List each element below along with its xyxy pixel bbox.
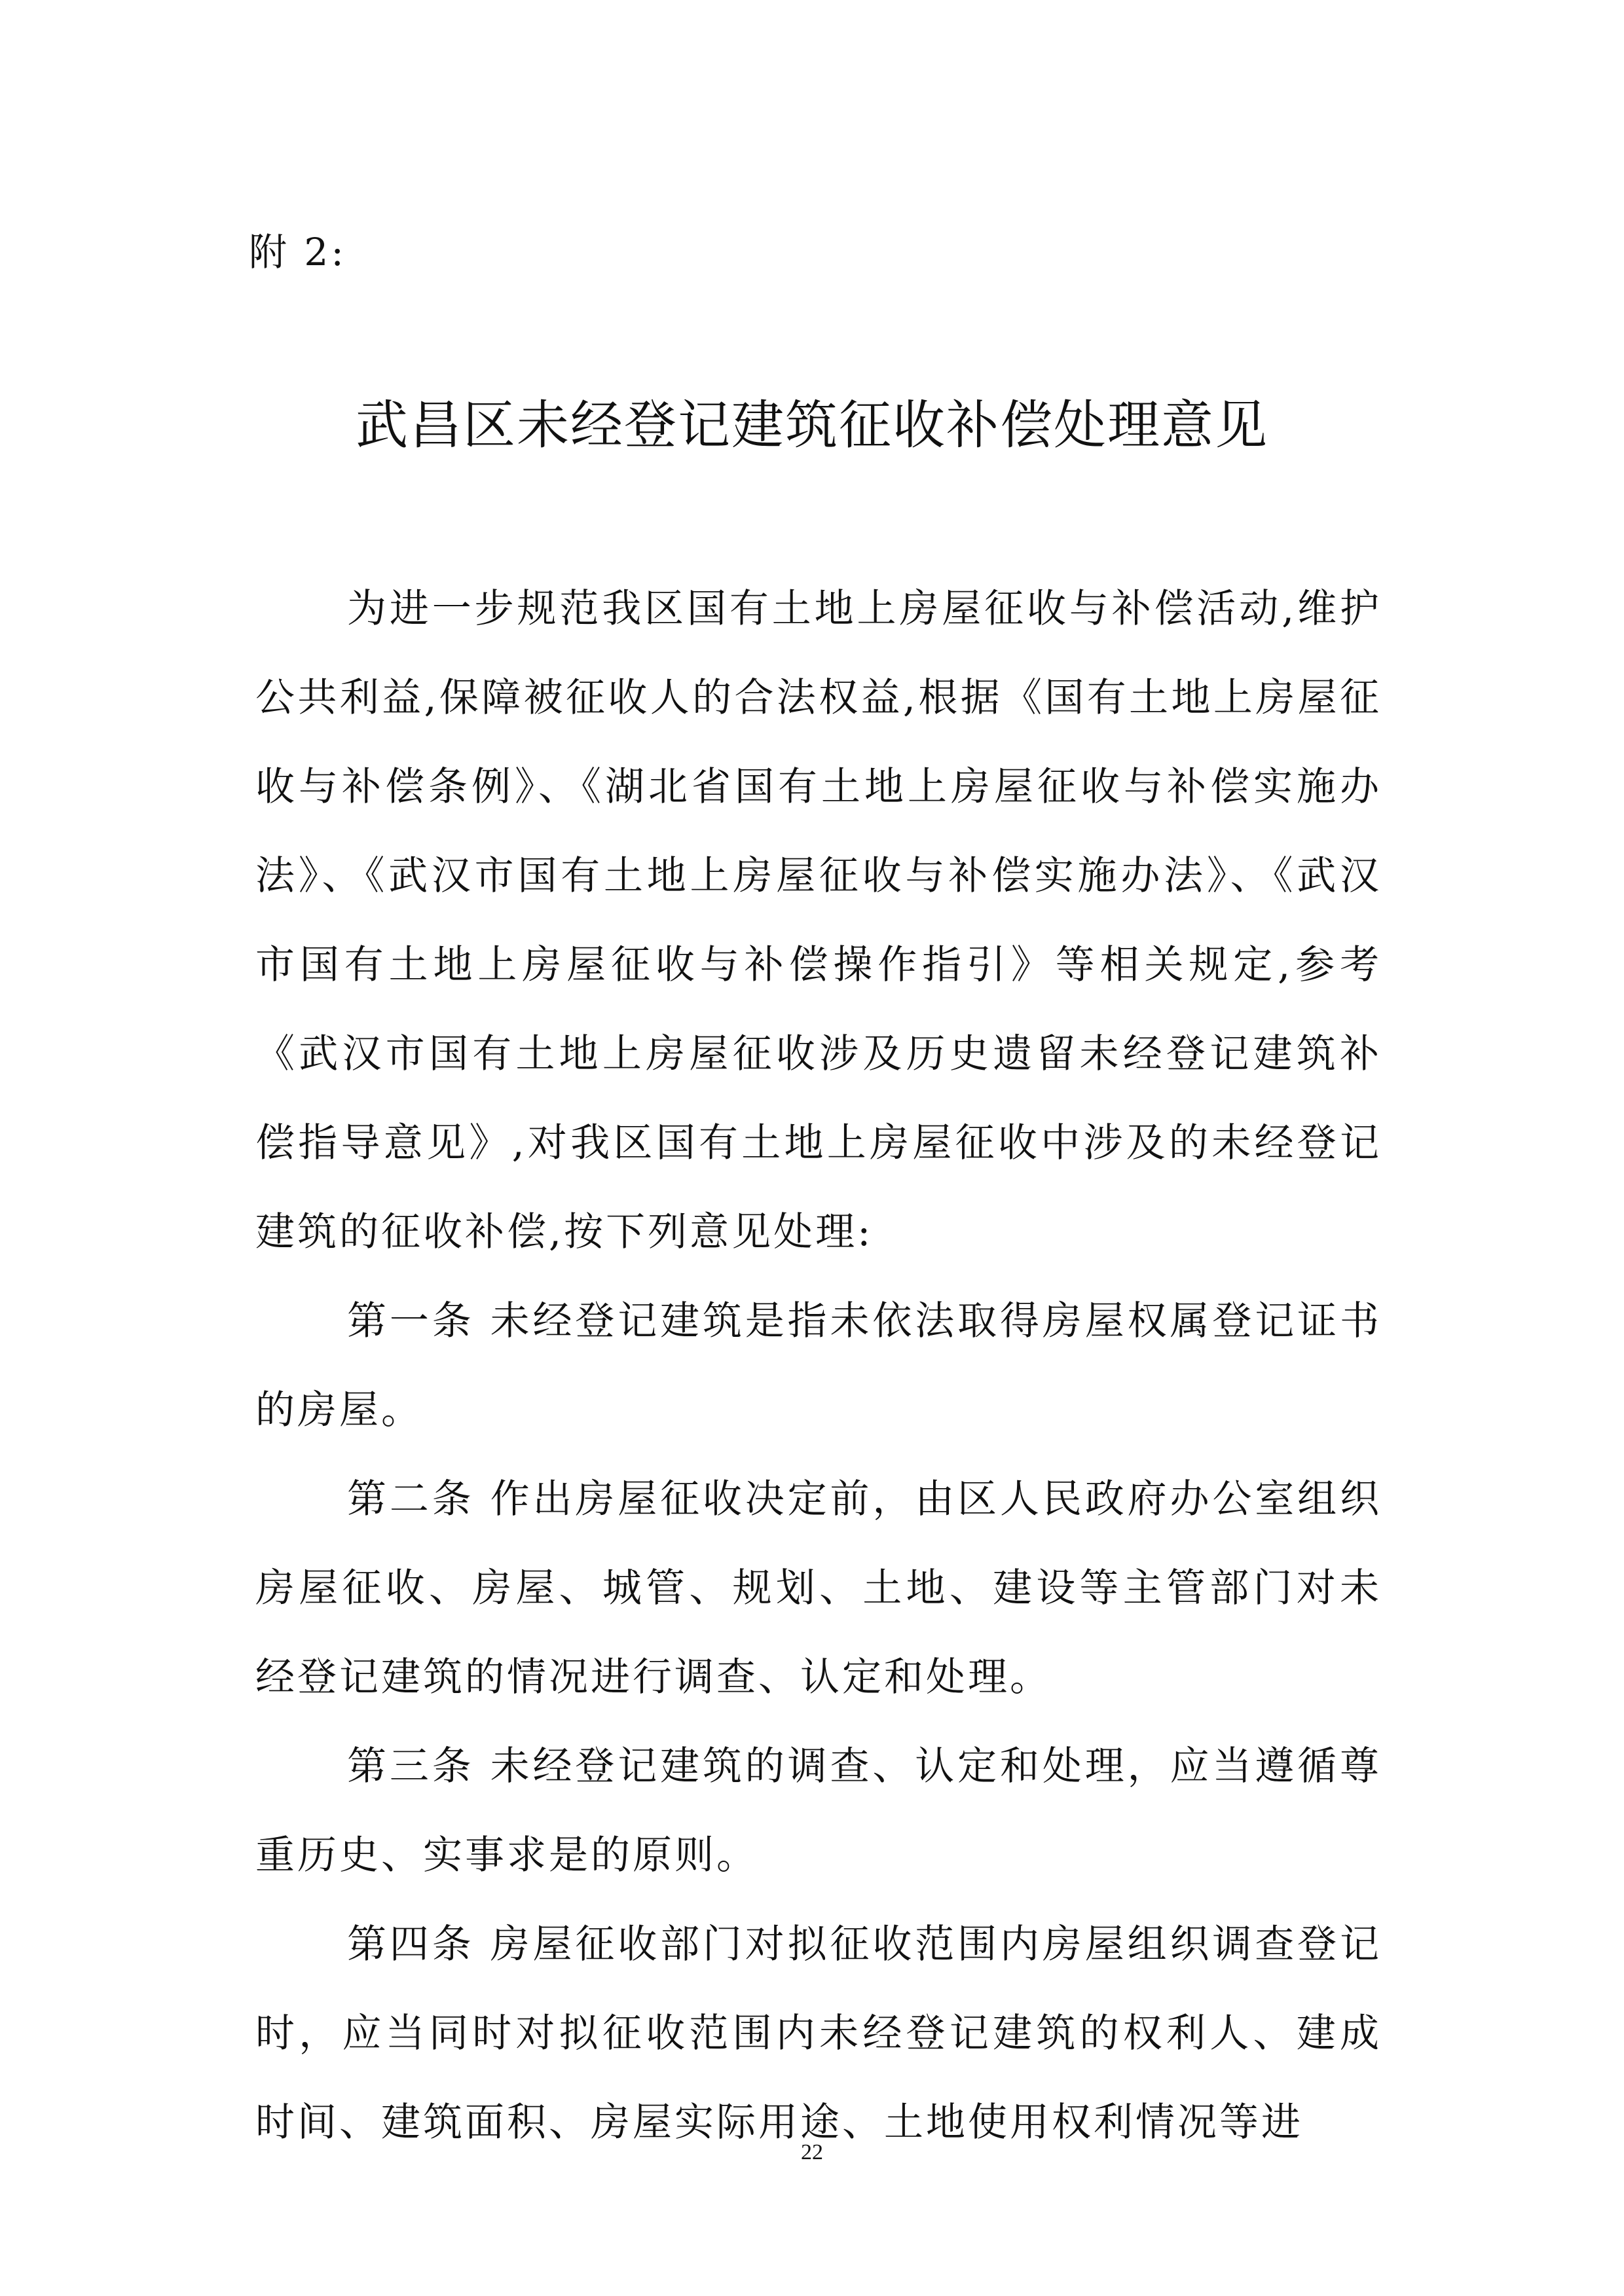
- paragraph-text: 房屋征收部门对拟征收范围内房屋组织调查登记时，应当同时对拟征收范围内未经登记建筑的权利人、建成时间、建筑面积、房屋实际用途、土地使用权利情况等进: [255, 1922, 1382, 2145]
- article-3-paragraph: [255, 1722, 1382, 1900]
- paragraph-text: 未经登记建筑的调查、认定和处理，应当遵循尊重历史、实事求是的原则。: [255, 1743, 1382, 1878]
- document-title: 武昌区未经登记建筑征收补偿处理意见: [356, 395, 1268, 456]
- paragraph-text: 为进一步规范我区国有土地上房屋征收与补偿活动,维护公共利益,保障被征收人的合法权益,根据《国有土地上房屋征收与补偿条例》、《湖北省国有土地上房屋征收与补偿实施办法》、《武汉市国有土地上房屋征收与补偿实施办法》、《武汉市国有土地上房屋征收与补偿操作指引》等相关规定,参考《武汉市国有土地上房屋征收涉及历史遗留未经登记建筑补偿指导意见》,对我区国有土地上房屋征收中涉及的未经登记建筑的征收补偿,按下列意见处理:: [255, 586, 1382, 1255]
- article-number: 第一条: [347, 1298, 475, 1344]
- article-2-paragraph: [255, 1455, 1382, 1722]
- attachment-label: 附 2:: [249, 230, 346, 274]
- article-4-paragraph: [255, 1900, 1382, 2167]
- article-number: 第二条: [347, 1476, 475, 1522]
- article-number: 第三条: [347, 1743, 475, 1789]
- paragraph-text: 作出房屋征收决定前，由区人民政府办公室组织房屋征收、房屋、城管、规划、土地、建设等主管部门对未经登记建筑的情况进行调查、认定和处理。: [255, 1476, 1382, 1700]
- article-1-paragraph: [255, 1277, 1382, 1455]
- page-number: 22: [801, 2140, 823, 2164]
- body-text: [255, 564, 1382, 2167]
- preamble-paragraph: [255, 564, 1382, 1277]
- paragraph-text: 未经登记建筑是指未依法取得房屋权属登记证书的房屋。: [255, 1298, 1382, 1433]
- article-number: 第四条: [347, 1922, 475, 1967]
